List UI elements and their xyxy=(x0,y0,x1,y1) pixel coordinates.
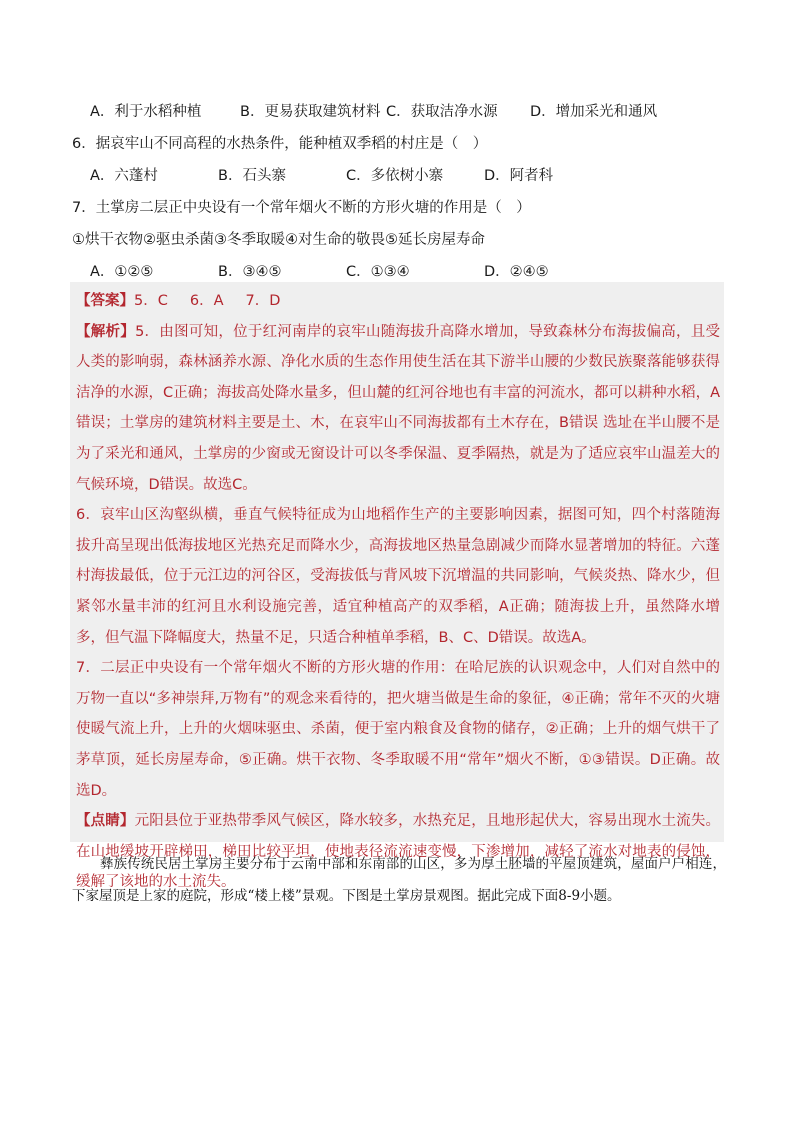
analysis-5-text: 5．由图可知，位于红河南岸的哀牢山随海拔升高降水增加，导致森林分布海拔偏高，且受人类的影响弱，森林涵养水源、净化水质的生态作用使生活在其下游半山腰的少数民族聚落能够获得洁净的水源，C正确；海拔高处降水量多，但山麓的红河谷地也有丰富的河流水，都可以耕种水稻，A错误；土掌房的建筑材料主要是土、木，在哀牢山不同海拔都有土木存在，B错误 选址在半山腰不是为了采光和通风，土掌房的少窗或无窗设计可以冬季保温、夏季隔热，就是为了适应哀牢山温差大的气候环境，D错误。故选C。 xyxy=(76,323,721,493)
comment-tag: 【点睛】 xyxy=(76,813,135,830)
answer-tag: 【答案】 xyxy=(76,293,134,309)
q5-options xyxy=(72,96,732,128)
answer-6: 6．A xyxy=(189,293,224,309)
question-block xyxy=(72,96,732,288)
q6-option-c: C．多依树小寨 xyxy=(346,168,444,184)
answer-line xyxy=(76,286,720,317)
analysis-6: 6．哀牢山区沟壑纵横，垂直气候特征成为山地稻作生产的主要影响因素，据图可知，四个村落随海拔升高呈现出低海拔地区光热充足而降水少，高海拔地区热量急剧减少而降水显著增加的特征。六蓬村海拔最低，位于元江边的河谷区，受海拔低与背风坡下沉增温的共同影响，气候炎热、降水少，但紧邻水量丰沛的红河且水利设施完善，适宜种植高产的双季稻，A正确；随海拔上升，虽然降水增多，但气温下降幅度大，热量不足，只适合种植单季稻，B、C、D错误。故选A。 xyxy=(76,507,720,646)
q5-option-b: B．更易获取建筑材料 xyxy=(240,104,381,120)
comment-text: 元阳县位于亚热带季风气候区，降水较多，水热充足，且地形起伏大，容易出现水土流失。在山地缓坡开辟梯田，梯田比较平坦，使地表径流流速变慢，下渗增加，减轻了流水对地表的侵蚀，缓解了该地的水土流失。 xyxy=(76,813,721,891)
q7-option-d: D．②④⑤ xyxy=(484,264,549,280)
q7-items: ①烘干衣物②驱虫杀菌③冬季取暖④对生命的敬畏⑤延长房屋寿命 xyxy=(72,232,485,248)
next-section-intro xyxy=(72,848,726,912)
q6-option-b: B．石头寨 xyxy=(218,168,286,184)
analysis-7: 7．二层正中央设有一个常年烟火不断的方形火塘的作用：在哈尼族的认识观念中，人们对自然中的万物一直以“多神崇拜,万物有”的观念来看待的，把火塘当做是生命的象征，④正确；常年不灭的火塘使暖气流上升，上升的火烟味驱虫、杀菌，便于室内粮食及食物的储存，②正确；上升的烟气烘干了茅草顶，延长房屋寿命，⑤正确。烘干衣物、冬季取暖不用“常年”烟火不断，①③错误。D正确。故选D。 xyxy=(76,660,720,799)
answer-7: 7．D xyxy=(245,293,281,309)
analysis-tag: 【解析】 xyxy=(76,323,136,340)
q6-option-d: D．阿者科 xyxy=(484,168,554,184)
q7-option-a: A．①②⑤ xyxy=(90,264,154,280)
analysis-5 xyxy=(76,317,720,501)
intro-paragraph: 彝族传统民居土掌房主要分布于云南中部和东南部的山区，多为厚土胚墙的平屋顶建筑，屋面户户相连，下家屋顶是上家的庭院，形成“楼上楼”景观。下图是土掌房景观图。据此完成下面8-9小题。 xyxy=(72,856,726,904)
q7-option-b: B．③④⑤ xyxy=(218,264,282,280)
q7-stem: 7．土掌房二层正中央设有一个常年烟火不断的方形火塘的作用是（ ） xyxy=(72,200,531,216)
q7-option-c: C．①③④ xyxy=(346,264,410,280)
q6-options xyxy=(72,160,732,192)
q5-option-d: D．增加采光和通风 xyxy=(530,104,658,120)
q6-option-a: A．六蓬村 xyxy=(90,168,158,184)
answer-5: 5．C xyxy=(134,293,168,309)
q5-option-c: C．获取洁净水源 xyxy=(386,104,498,120)
q6-stem: 6．据哀牢山不同高程的水热条件，能种植双季稻的村庄是（ ） xyxy=(72,136,488,152)
q5-option-a: A．利于水稻种植 xyxy=(90,104,202,120)
